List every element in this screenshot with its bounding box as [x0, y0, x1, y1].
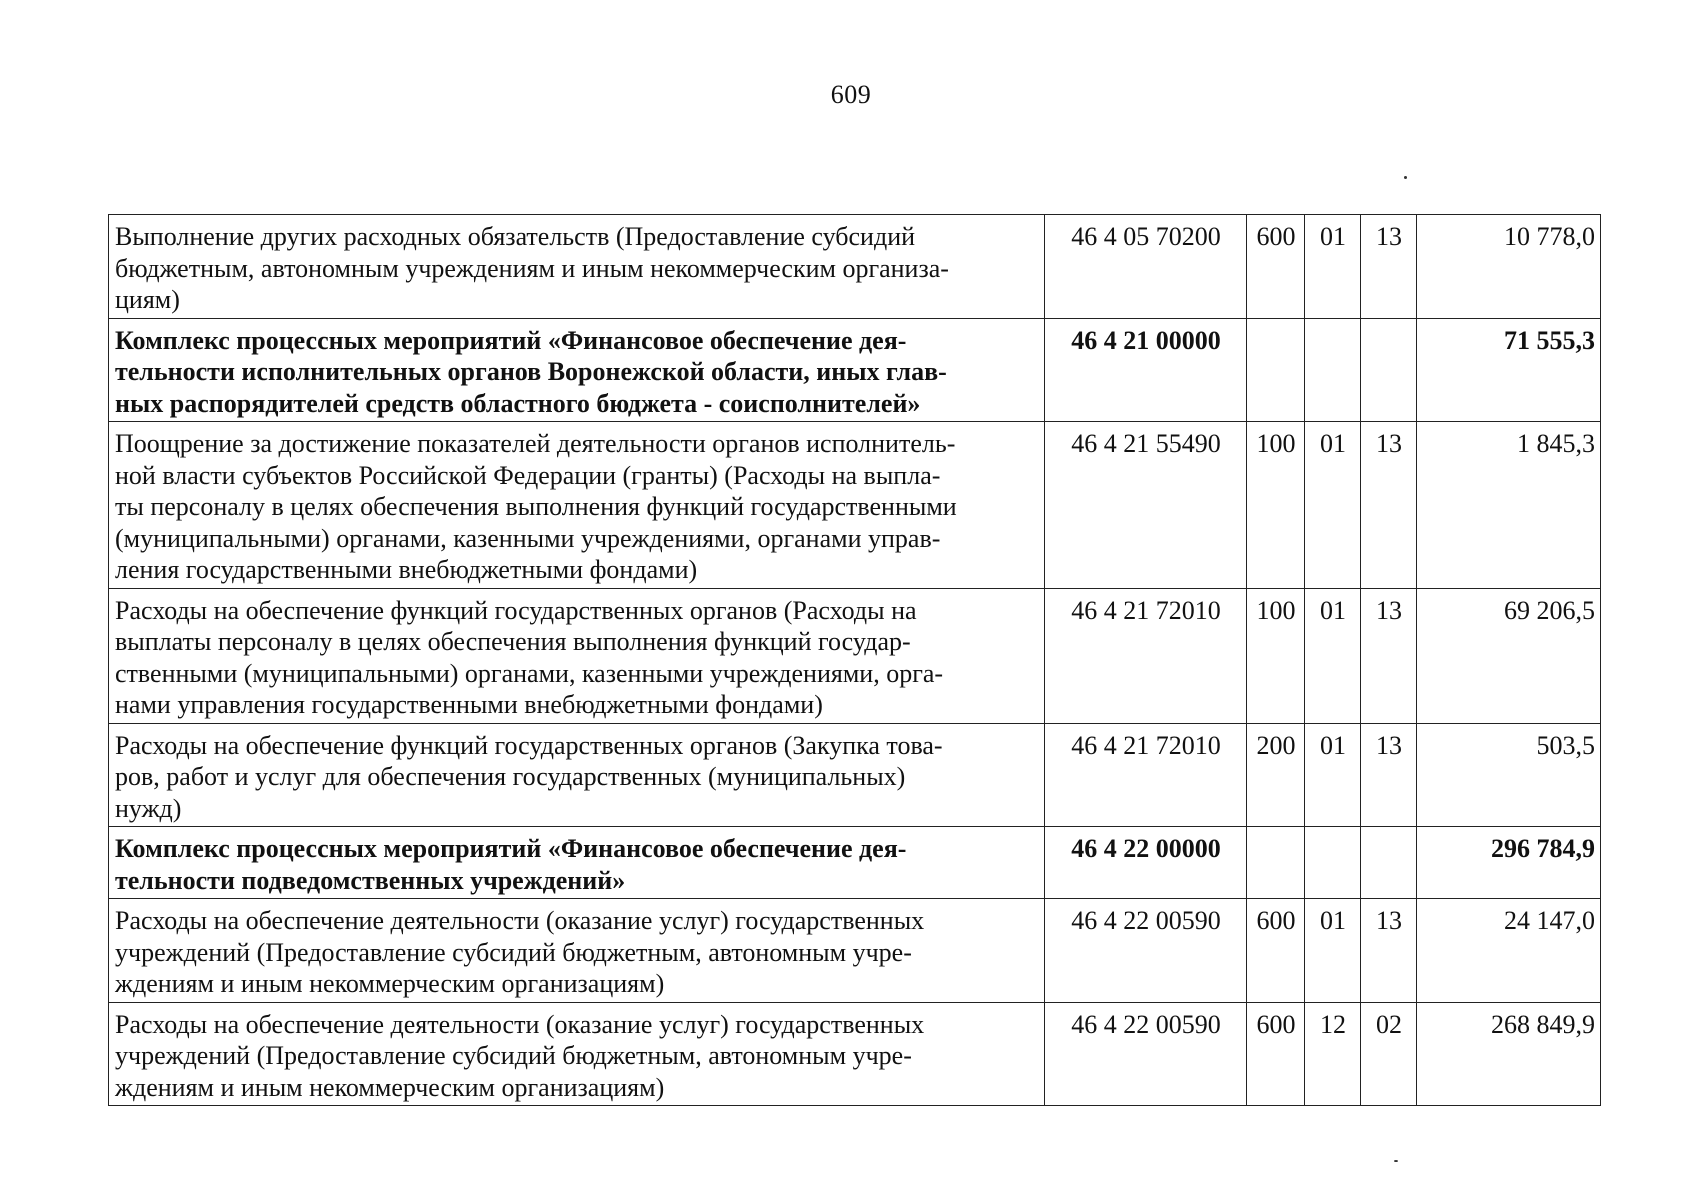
- expense-name-line: ждениям и иным некоммерческим организациям): [115, 969, 665, 998]
- expense-name-line: (муниципальными) органами, казенными учреждениями, органами управ-: [115, 523, 941, 553]
- expense-name-line: ты персоналу в целях обеспечения выполнения функций государственными: [115, 492, 957, 521]
- section-cell: 01: [1305, 899, 1361, 1003]
- page-number: 609: [830, 80, 872, 109]
- expense-name-cell: [109, 215, 1045, 319]
- expense-name-line: выплаты персоналу в целях обеспечения выполнения функций государ-: [115, 627, 911, 656]
- target-article-cell: 46 4 21 72010: [1045, 588, 1247, 723]
- expense-name-line: ров, работ и услуг для обеспечения государственных (муниципальных): [115, 762, 906, 791]
- expense-type-cell: 100: [1247, 422, 1305, 589]
- table-row: [109, 1002, 1601, 1106]
- subsection-cell: 13: [1361, 422, 1417, 589]
- amount-cell: 1 845,3: [1417, 422, 1601, 589]
- amount-cell: 71 555,3: [1417, 318, 1601, 422]
- expense-name-line: ных распорядителей средств областного бюджета - соисполнителей»: [115, 388, 921, 418]
- amount-cell: 296 784,9: [1417, 827, 1601, 899]
- expense-name-line: учреждений (Предоставление субсидий бюджетным, автономным учре-: [115, 1041, 912, 1070]
- expense-name-line: ственными (муниципальными) органами, казенными учреждениями, орга-: [115, 658, 944, 688]
- target-article-cell: 46 4 22 00590: [1045, 1002, 1247, 1106]
- expense-name-line: Комплекс процессных мероприятий «Финансовое обеспечение дея-: [115, 325, 907, 355]
- amount-cell: 503,5: [1417, 723, 1601, 827]
- expense-name-cell: [109, 827, 1045, 899]
- expense-name-cell: [109, 899, 1045, 1003]
- target-article-cell: 46 4 21 55490: [1045, 422, 1247, 589]
- amount-cell: 69 206,5: [1417, 588, 1601, 723]
- expense-name-cell: [109, 318, 1045, 422]
- target-article-cell: 46 4 22 00590: [1045, 899, 1247, 1003]
- expense-name-cell: [109, 723, 1045, 827]
- subsection-cell: 13: [1361, 588, 1417, 723]
- budget-table: [108, 214, 1601, 1106]
- expense-name-line: тельности подведомственных учреждений»: [115, 865, 626, 895]
- subsection-cell: 13: [1361, 899, 1417, 1003]
- section-cell: 01: [1305, 215, 1361, 319]
- section-cell: 01: [1305, 422, 1361, 589]
- expense-type-cell: 200: [1247, 723, 1305, 827]
- section-cell: 12: [1305, 1002, 1361, 1106]
- expense-name-line: ления государственными внебюджетными фондами): [115, 555, 698, 584]
- target-article-cell: 46 4 21 72010: [1045, 723, 1247, 827]
- expense-type-cell: 100: [1247, 588, 1305, 723]
- table-row: [109, 422, 1601, 589]
- table-row: [109, 588, 1601, 723]
- expense-name-line: Расходы на обеспечение деятельности (оказание услуг) государственных: [115, 906, 925, 935]
- budget-table-body: [109, 215, 1601, 1106]
- expense-name-cell: [109, 1002, 1045, 1106]
- section-cell: 01: [1305, 723, 1361, 827]
- expense-name-line: нужд): [115, 793, 182, 823]
- expense-name-line: Расходы на обеспечение функций государственных органов (Закупка това-: [115, 730, 943, 760]
- target-article-cell: 46 4 05 70200: [1045, 215, 1247, 319]
- table-row: [109, 215, 1601, 319]
- table-row: [109, 723, 1601, 827]
- subsection-cell: [1361, 827, 1417, 899]
- expense-name-line: учреждений (Предоставление субсидий бюджетным, автономным учре-: [115, 937, 912, 967]
- subsection-cell: 02: [1361, 1002, 1417, 1106]
- section-cell: [1305, 318, 1361, 422]
- expense-name-line: циям): [115, 285, 180, 314]
- target-article-cell: 46 4 22 00000: [1045, 827, 1247, 899]
- expense-name-line: нами управления государственными внебюджетными фондами): [115, 690, 823, 719]
- section-cell: [1305, 827, 1361, 899]
- table-row-subtotal: [109, 827, 1601, 899]
- expense-name-line: Выполнение других расходных обязательств (Предоставление субсидий: [115, 222, 916, 251]
- table-row: [109, 899, 1601, 1003]
- expense-name-line: ной власти субъектов Российской Федерации (гранты) (Расходы на выпла-: [115, 460, 941, 490]
- target-article-cell: 46 4 21 00000: [1045, 318, 1247, 422]
- expense-type-cell: 600: [1247, 1002, 1305, 1106]
- expense-name-line: бюджетным, автономным учреждениям и иным некоммерческим организа-: [115, 253, 949, 283]
- section-cell: 01: [1305, 588, 1361, 723]
- expense-type-cell: 600: [1247, 899, 1305, 1003]
- expense-name-line: тельности исполнительных органов Воронежской области, иных глав-: [115, 357, 947, 386]
- expense-name-line: Расходы на обеспечение функций государственных органов (Расходы на: [115, 595, 917, 625]
- expense-name-cell: [109, 588, 1045, 723]
- expense-type-cell: 600: [1247, 215, 1305, 319]
- expense-name-line: ждениям и иным некоммерческим организациям): [115, 1072, 665, 1102]
- expense-type-cell: [1247, 827, 1305, 899]
- subsection-cell: 13: [1361, 723, 1417, 827]
- expense-type-cell: [1247, 318, 1305, 422]
- expense-name-cell: [109, 422, 1045, 589]
- expense-name-line: Расходы на обеспечение деятельности (оказание услуг) государственных: [115, 1009, 925, 1039]
- expense-name-line: Поощрение за достижение показателей деятельности органов исполнитель-: [115, 429, 956, 458]
- amount-cell: 24 147,0: [1417, 899, 1601, 1003]
- amount-cell: 268 849,9: [1417, 1002, 1601, 1106]
- scan-speck: [1404, 176, 1407, 179]
- subsection-cell: [1361, 318, 1417, 422]
- table-row-subtotal: [109, 318, 1601, 422]
- amount-cell: 10 778,0: [1417, 215, 1601, 319]
- subsection-cell: 13: [1361, 215, 1417, 319]
- expense-name-line: Комплекс процессных мероприятий «Финансовое обеспечение дея-: [115, 834, 907, 863]
- scan-speck: [1394, 1160, 1398, 1162]
